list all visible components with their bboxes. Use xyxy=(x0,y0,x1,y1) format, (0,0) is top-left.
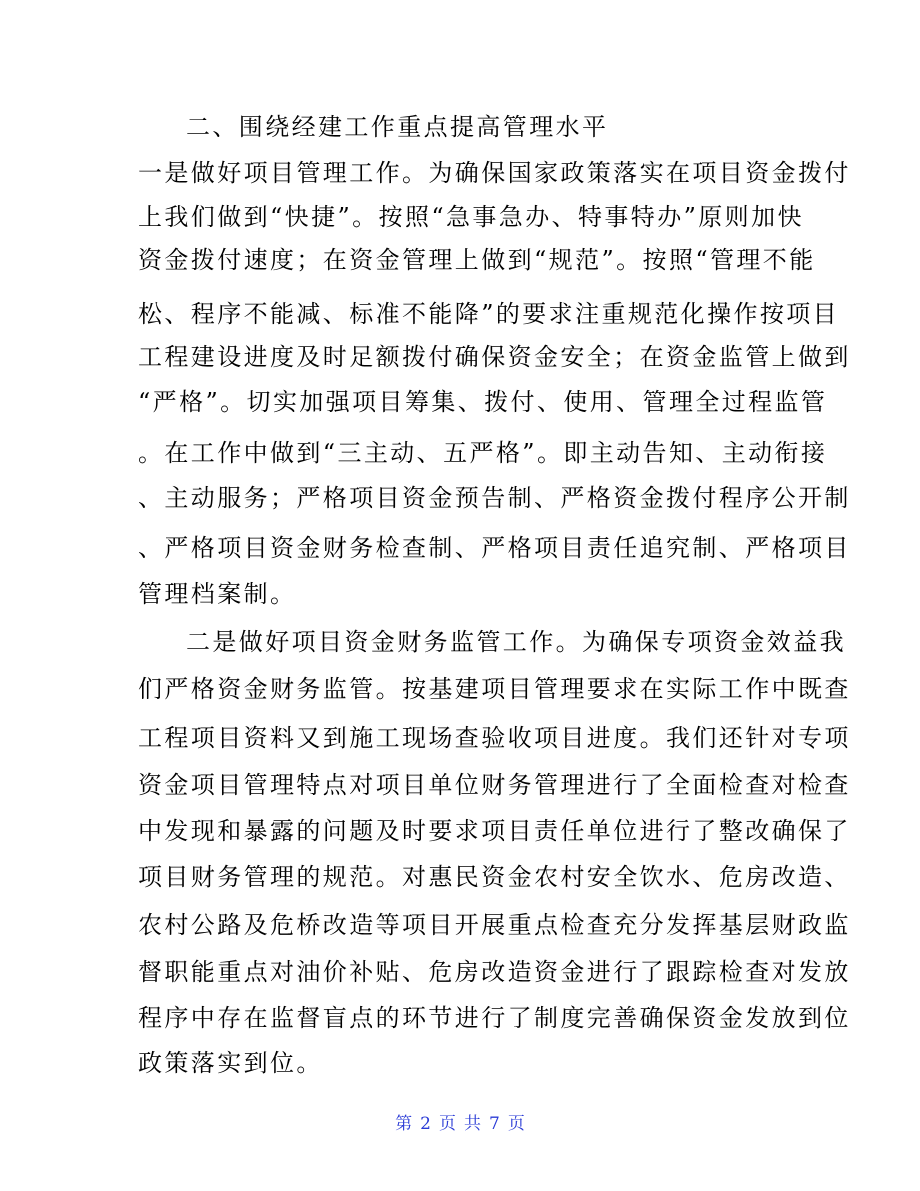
paragraph-line: 中发现和暴露的问题及时要求项目责任单位进行了整改确保了 xyxy=(138,817,851,845)
paragraph-line: 资金拨付速度；在资金管理上做到“规范”。按照“管理不能 xyxy=(138,246,816,274)
footer-suffix: 页 xyxy=(507,1114,525,1134)
paragraph-line: 农村公路及危桥改造等项目开展重点检查充分发挥基层财政监 xyxy=(138,911,851,939)
paragraph-line: 管理档案制。 xyxy=(138,580,297,608)
paragraph-line: 、主动服务；严格项目资金预告制、严格资金拨付程序公开制 xyxy=(138,484,851,512)
paragraph-line: 项目财务管理的规范。对惠民资金农村安全饮水、危房改造、 xyxy=(138,863,851,891)
page-footer xyxy=(0,1112,920,1136)
footer-total-pages: 7 xyxy=(489,1114,500,1134)
paragraph-line: 一是做好项目管理工作。为确保国家政策落实在项目资金拨付 xyxy=(138,159,851,187)
paragraph-line: 松、程序不能减、标准不能降”的要求注重规范化操作按项目 xyxy=(138,300,840,328)
paragraph-line: 工程建设进度及时足额拨付确保资金安全；在资金监管上做到 xyxy=(138,343,851,371)
paragraph-line: 资金项目管理特点对项目单位财务管理进行了全面检查对检查 xyxy=(138,771,851,799)
footer-prefix: 第 xyxy=(395,1114,413,1134)
paragraph-line: 程序中存在监督盲点的环节进行了制度完善确保资金发放到位 xyxy=(138,1004,851,1032)
paragraph-line: 督职能重点对油价补贴、危房改造资金进行了跟踪检查对发放 xyxy=(138,958,851,986)
section-heading: 二、围绕经建工作重点提高管理水平 xyxy=(186,113,609,141)
paragraph-line: 们严格资金财务监管。按基建项目管理要求在实际工作中既查 xyxy=(138,675,851,703)
paragraph-line: 上我们做到“快捷”。按照“急事急办、特事特办”原则加快 xyxy=(138,203,804,231)
paragraph-line: “严格”。切实加强项目筹集、拨付、使用、管理全过程监管 xyxy=(138,388,828,416)
footer-total-label: 共 xyxy=(464,1114,481,1134)
paragraph-line: 。在工作中做到“三主动、五严格”。即主动告知、主动衔接 xyxy=(138,439,828,467)
paragraph-line: 二是做好项目资金财务监管工作。为确保专项资金效益我 xyxy=(186,628,846,656)
paragraph-line: 工程项目资料又到施工现场查验收项目进度。我们还针对专项 xyxy=(138,724,851,752)
paragraph-line: 、严格项目资金财务检查制、严格项目责任追究制、严格项目 xyxy=(138,534,851,562)
paragraph-line: 政策落实到位。 xyxy=(138,1049,323,1077)
footer-page-label: 页 xyxy=(439,1114,456,1134)
footer-current-page: 2 xyxy=(420,1114,431,1134)
